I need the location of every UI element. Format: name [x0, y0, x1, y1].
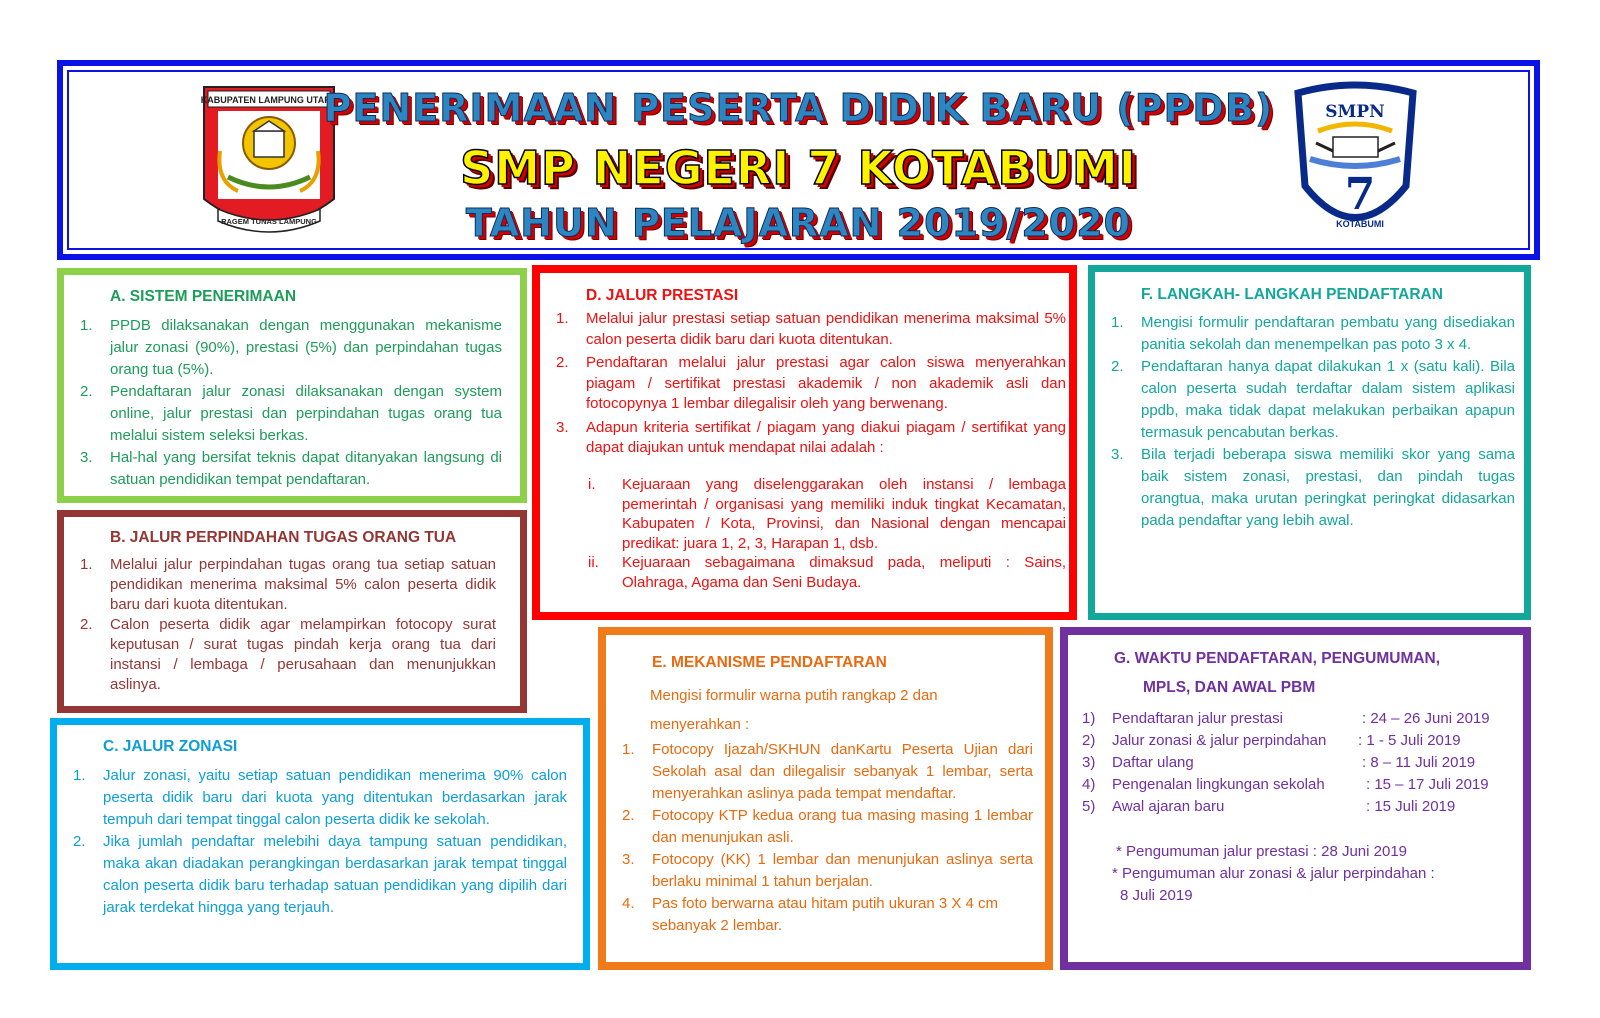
section-d-sublist	[560, 475, 1066, 592]
svg-text:RAGEM TUNAS LAMPUNG: RAGEM TUNAS LAMPUNG	[221, 217, 317, 226]
list-item: 1. PPDB dilaksanakan dengan menggunakan mekanisme jalur zonasi (90%), prestasi (5%) dan perpindahan tugas orang tua (5%).	[80, 317, 502, 378]
list-item: 1. Jalur zonasi, yaitu setiap satuan pendidikan menerima 90% calon peserta didik baru dari kuota yang ditentukan berdasarkan jarak tempuh dari tempat tinggal calon peserta didik ke sekolah.	[73, 767, 567, 828]
section-g-title-line1: G. WAKTU PENDAFTARAN, PENGUMUMAN,	[1114, 650, 1441, 667]
list-item: 3. Hal-hal yang bersifat teknis dapat ditanyakan langsung di satuan pendidikan tempat pendaftaran.	[80, 449, 502, 488]
section-jalur-perpindahan	[57, 510, 527, 713]
section-sistem-penerimaan	[57, 268, 527, 503]
section-f-title: F. LANGKAH- LANGKAH PENDAFTARAN	[1141, 286, 1443, 303]
announcement-note-prestasi: * Pengumuman jalur prestasi : 28 Juni 2019	[1116, 843, 1408, 860]
list-item: 3. Fotocopy (KK) 1 lembar dan menunjukan aslinya serta berlaku minimal 1 tahun berjalan.	[622, 851, 1033, 890]
schedule-row: 3) Daftar ulang : 8 – 11 Juli 2019	[1082, 754, 1476, 771]
section-g-title-line2: MPLS, DAN AWAL PBM	[1143, 679, 1316, 696]
header-title-line1: PENERIMAAN PESERTA DIDIK BARU (PPDB)	[323, 86, 1274, 130]
list-item: 1. Mengisi formulir pendaftaran pembatu yang disediakan panitia sekolah dan menempelkan pas poto 3 x 4.	[1111, 314, 1515, 353]
section-a-title: A. SISTEM PENERIMAAN	[110, 288, 297, 305]
svg-text:7: 7	[1344, 169, 1376, 220]
section-e-intro: Mengisi formulir warna putih rangkap 2 dan menyerahkan :	[650, 687, 938, 733]
header-title-line3: TAHUN PELAJARAN 2019/2020	[465, 201, 1132, 245]
schedule-row: 2) Jalur zonasi & jalur perpindahan : 1 - 5 Juli 2019	[1082, 732, 1461, 749]
section-b-list	[66, 555, 496, 695]
list-item: 2. Jika jumlah pendaftar melebihi daya tampung satuan pendidikan, maka akan diadakan perangkingan berdasarkan jarak tempat tinggal calon peserta didik baru terhadap satuan pendidikan yang dipilih dari jarak terdekat hingga yang terjauh.	[73, 833, 567, 916]
section-waktu-pendaftaran	[1060, 627, 1531, 970]
list-item: 2. Pendaftaran melalui jalur prestasi agar calon siswa menyerahkan piagam / sertifikat prestasi akademik / non akademik asli dan fotocopynya 1 lembar dilegalisir oleh yang berwenang.	[556, 354, 1066, 412]
section-e-title: E. MEKANISME PENDAFTARAN	[652, 654, 887, 671]
list-item: 3. Adapun kriteria sertifikat / piagam yang diakui piagam / sertifikat yang dapat diajukan untuk mendapat nilai adalah :	[556, 418, 1066, 456]
header-banner	[57, 60, 1540, 260]
section-mekanisme-pendaftaran	[598, 627, 1053, 970]
announcement-note-zonasi: * Pengumuman alur zonasi & jalur perpindahan :	[1112, 865, 1435, 882]
section-jalur-zonasi	[50, 718, 590, 970]
list-item: i. Kejuaraan yang diselenggarakan oleh instansi / lembaga pemerintah / organisasi yang memiliki induk tingkat Kecamatan, Kabupaten / Kota, Provinsi, dan Nasional dengan mencapai predikat: juara 1, 2, 3, Harapan 1, dsb.	[588, 476, 1066, 552]
list-item: 1. Melalui jalur prestasi setiap satuan pendidikan menerima maksimal 5% calon peserta didik baru dari kuota ditentukan.	[556, 310, 1066, 348]
svg-text:KABUPATEN LAMPUNG UTARA: KABUPATEN LAMPUNG UTARA	[200, 95, 338, 105]
list-item: 4. Pas foto berwarna atau hitam putih ukuran 3 X 4 cm sebanyak 2 lembar.	[622, 895, 999, 934]
announcement-note-zonasi-date: 8 Juli 2019	[1120, 887, 1193, 904]
section-langkah-pendaftaran	[1088, 265, 1531, 620]
schedule-row: 5) Awal ajaran baru : 15 Juli 2019	[1082, 798, 1456, 815]
list-item: 1. Fotocopy Ijazah/SKHUN danKartu Peserta Ujian dari Sekolah asal dan dilegalisir sebanyak 1 lembar, serta menyerahkan aslinya pada tempat mendaftar.	[622, 741, 1033, 802]
schedule-row: 1) Pendaftaran jalur prestasi : 24 – 26 Juni 2019	[1082, 710, 1490, 727]
section-d-title: D. JALUR PRESTASI	[586, 287, 739, 304]
section-a-list	[66, 315, 502, 491]
schedule-row: 4) Pengenalan lingkungan sekolah : 15 – 17 Juli 2019	[1082, 776, 1489, 793]
svg-text:SMPN: SMPN	[1325, 102, 1385, 122]
section-d-list	[542, 309, 1066, 459]
section-b-title: B. JALUR PERPINDAHAN TUGAS ORANG TUA	[110, 529, 457, 546]
smpn7-kotabumi-emblem-icon	[1288, 81, 1423, 241]
list-item: 1. Melalui jalur perpindahan tugas orang tua setiap satuan pendidikan menerima maksimal 5% calon peserta didik baru dari kuota ditentukan.	[80, 556, 496, 613]
list-item: ii. Kejuaraan sebagaimana dimaksud pada, meliputi : Sains, Olahraga, Agama dan Seni Budaya.	[588, 554, 1066, 591]
section-c-title: C. JALUR ZONASI	[103, 738, 238, 755]
section-c-list	[59, 765, 567, 919]
list-item: 2. Pendaftaran hanya dapat dilakukan 1 x (satu kali). Bila calon peserta sudah terdaftar dalam sistem aplikasi ppdb, maka tidak dapat melakukan perbaikan apapun termasuk pencabutan berkas.	[1111, 358, 1515, 441]
list-item: 2. Fotocopy KTP kedua orang tua masing masing 1 lembar dan menunjukan asli.	[622, 807, 1033, 846]
section-e-list	[608, 739, 1033, 937]
list-item: 2. Pendaftaran jalur zonasi dilaksanakan dengan system online, jalur prestasi dan perpindahan tugas orang tua melalui sistem seleksi berkas.	[80, 383, 502, 444]
svg-text:KOTABUMI: KOTABUMI	[1336, 219, 1384, 229]
section-f-list	[1097, 312, 1515, 532]
schedule-list	[1068, 708, 1508, 818]
section-jalur-prestasi	[532, 265, 1077, 620]
list-item: 2. Calon peserta didik agar melampirkan fotocopy surat keputusan / surat tugas pindah kerja orang tua dari instansi / lembaga / perusahaan dan menunjukkan aslinya.	[80, 616, 496, 693]
header-title-line2: SMP NEGERI 7 KOTABUMI	[460, 141, 1137, 195]
list-item: 3. Bila terjadi beberapa siswa memiliki skor yang sama baik sistem zonasi, prestasi, dan pindah tugas orangtua, maka urutan peringkat peringkat didasarkan pada pendaftar yang lebih awal.	[1111, 446, 1515, 529]
